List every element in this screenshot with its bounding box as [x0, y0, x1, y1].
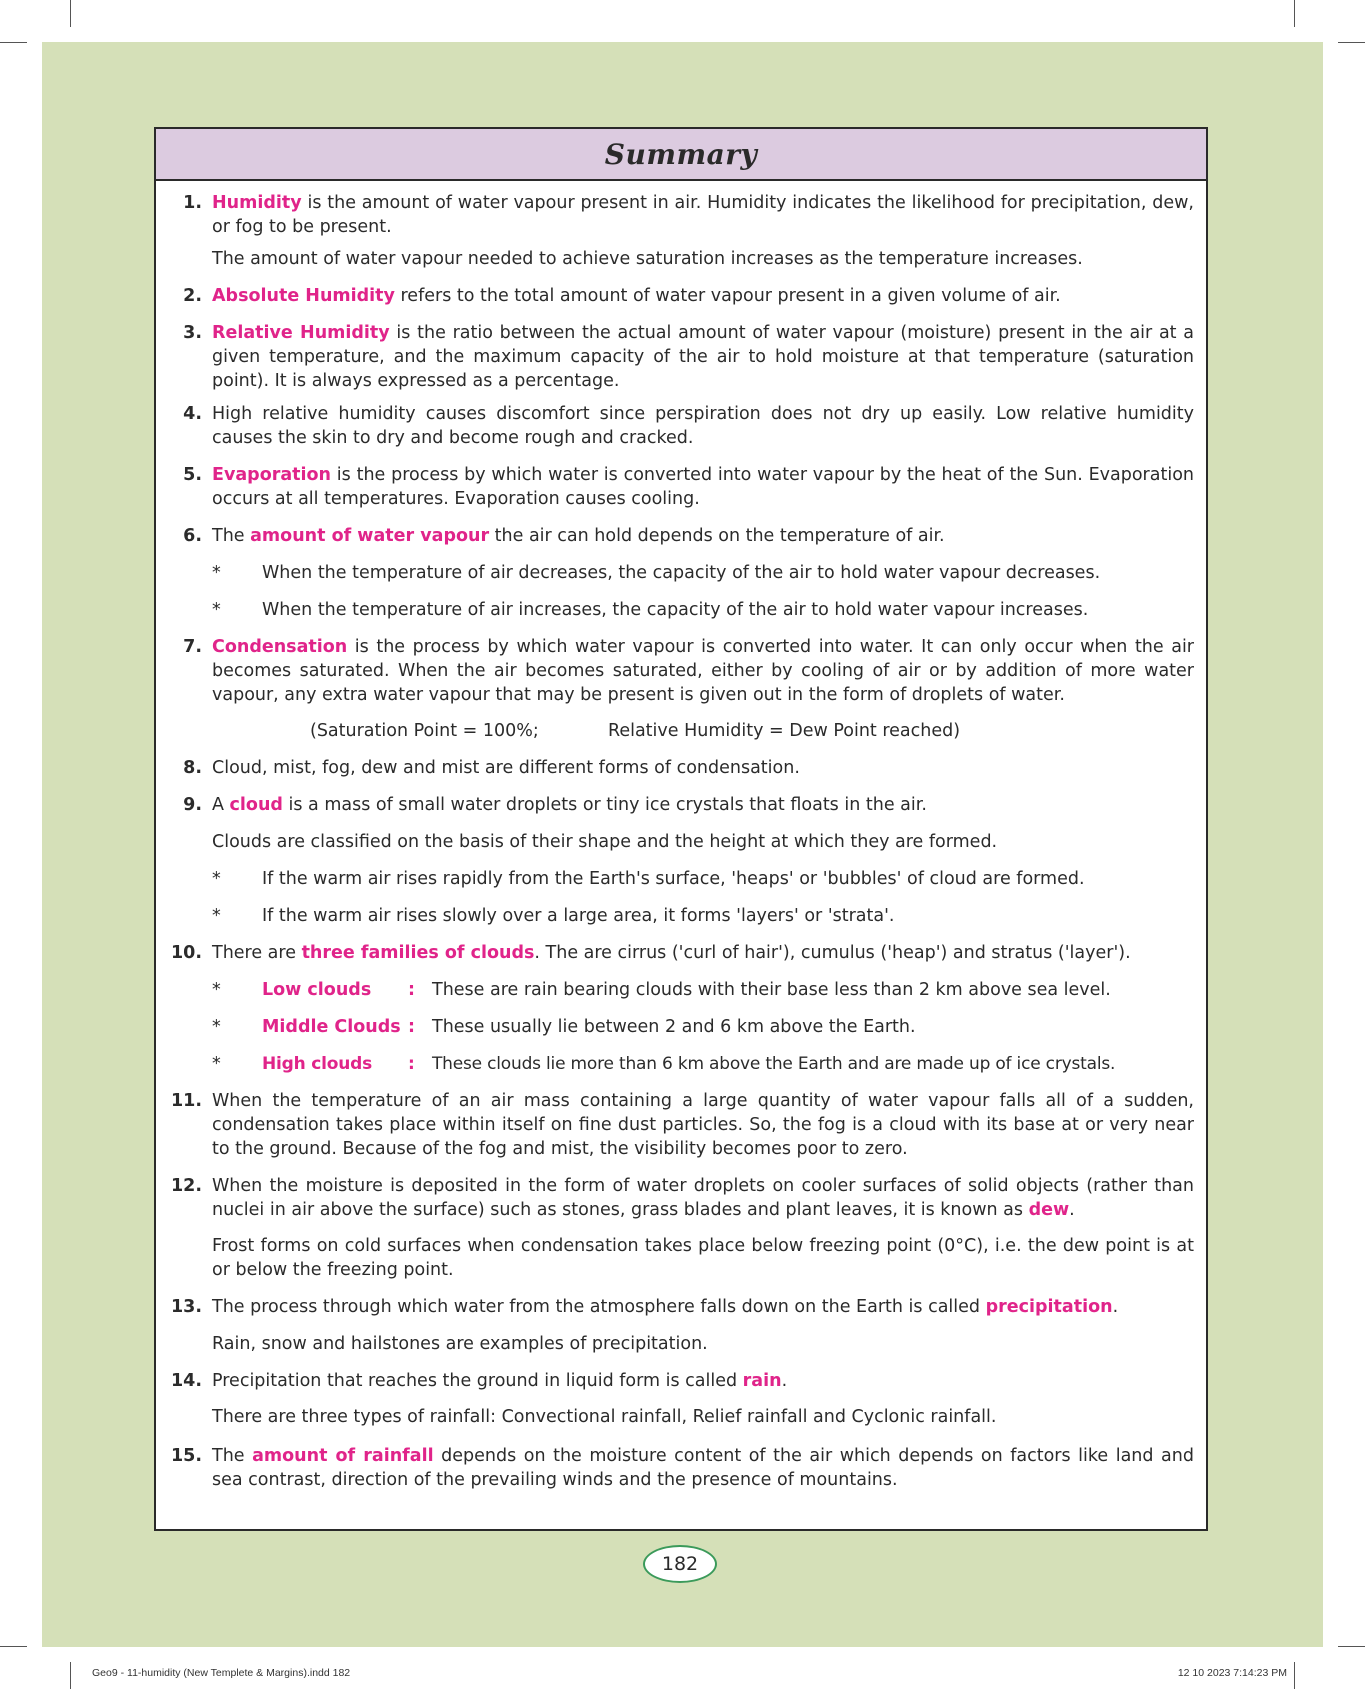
list-item	[170, 1089, 1194, 1161]
keyword: Humidity	[212, 193, 302, 213]
sub-paragraph	[212, 1405, 1194, 1429]
crop-mark	[0, 42, 27, 43]
item-number: 2.	[183, 286, 202, 306]
list-item	[183, 756, 1194, 780]
keyword: Condensation	[212, 637, 348, 657]
item-number: 1.	[183, 193, 202, 213]
item-text: is the ratio between the actual amount of water vapour (moisture) present in the air at a given temperature, and the maximum capacity of the air to hold moisture at that temperature (saturation point). It is always expressed as a percentage.	[212, 323, 1194, 391]
timestamp-slug: 12 10 2023 7:14:23 PM	[1177, 1667, 1287, 1679]
item-text: is the process by which water vapour is converted into water. It can only occur when the air becomes saturated. When the air becomes saturated, either by cooling of air or by addition of more water vapour, any extra water vapour that may be present is given out in the form of droplets of water.	[212, 637, 1194, 705]
list-item	[170, 1174, 1194, 1222]
item-text: .	[781, 1371, 788, 1391]
summary-header	[156, 129, 1206, 181]
bullet-text: If the warm air rises slowly over a large area, it forms 'layers' or 'strata'.	[262, 906, 895, 926]
formula-part: Relative Humidity = Dew Point reached)	[607, 721, 961, 741]
list-item	[170, 1369, 1194, 1393]
item-text: refers to the total amount of water vapour present in a given volume of air.	[394, 286, 1061, 306]
cloud-type-desc: These clouds lie more than 6 km above the Earth and are made up of ice crystals.	[432, 1054, 1116, 1074]
item-number: 10.	[170, 943, 202, 963]
item-text: When the moisture is deposited in the form of water droplets on cooler surfaces of solid objects (rather than nuclei in air above the surface) such as stones, grass blades and plant leaves, it is known as	[212, 1176, 1194, 1220]
item-text: . The are cirrus ('curl of hair'), cumulus ('heap') and stratus ('layer').	[534, 943, 1131, 963]
item-text: .	[1069, 1200, 1075, 1220]
list-item	[170, 941, 1194, 965]
sub-paragraph: Clouds are classified on the basis of their shape and the height at which they are formed.	[212, 832, 998, 852]
cloud-type-name: Middle Clouds	[262, 1017, 401, 1037]
keyword: amount of rainfall	[252, 1446, 434, 1466]
item-number: 11.	[170, 1091, 202, 1111]
sub-paragraph: Rain, snow and hailstones are examples of precipitation.	[212, 1334, 708, 1354]
formula-part: (Saturation Point = 100%;	[310, 721, 539, 741]
keyword: three families of clouds	[301, 943, 535, 963]
keyword: amount of water vapour	[250, 526, 490, 546]
keyword: Absolute Humidity	[212, 286, 395, 306]
keyword: rain	[742, 1371, 782, 1391]
item-number: 8.	[183, 758, 202, 778]
sub-text: Convectional rainfall, Relief rainfall and Cyclonic rainfall.	[501, 1407, 997, 1427]
item-text: Cloud, mist, fog, dew and mist are different forms of condensation.	[212, 758, 800, 778]
cloud-type-name: High clouds	[262, 1054, 373, 1074]
list-item	[170, 1295, 1194, 1319]
item-text: There are	[212, 943, 302, 963]
list-item	[183, 191, 1194, 239]
keyword: dew	[1028, 1200, 1070, 1220]
item-number: 4.	[183, 404, 202, 424]
page-number: 182	[643, 1545, 717, 1583]
list-item	[183, 635, 1194, 707]
keyword: precipitation	[985, 1297, 1113, 1317]
cloud-type-desc: These are rain bearing clouds with their base less than 2 km above sea level.	[432, 980, 1111, 1000]
list-item	[183, 284, 1194, 308]
list-item	[183, 402, 1194, 450]
bullet-star: *	[212, 869, 221, 889]
list-item	[183, 793, 1194, 817]
crop-mark	[1338, 1646, 1365, 1647]
item-text: A	[212, 795, 230, 815]
keyword: cloud	[229, 795, 283, 815]
item-text: The process through which water from the atmosphere falls down on the Earth is called	[212, 1297, 986, 1317]
item-number: 5.	[183, 465, 202, 485]
formula-line	[310, 719, 960, 743]
item-text: depends on the moisture content of the air which depends on factors like land and sea contrast, direction of the prevailing winds and the presence of mountains.	[212, 1446, 1194, 1490]
crop-mark	[70, 0, 71, 27]
bullet-text: When the temperature of air decreases, the capacity of the air to hold water vapour decreases.	[262, 563, 1101, 583]
colon: :	[408, 1017, 415, 1037]
bullet-star: *	[212, 906, 221, 926]
item-text: High relative humidity causes discomfort since perspiration does not dry up easily. Low relative humidity causes the skin to dry and become rough and cracked.	[212, 404, 1194, 448]
file-slug: Geo9 - 11-humidity (New Templete & Margins).indd 182	[92, 1667, 351, 1679]
item-text: is the amount of water vapour present in air. Humidity indicates the likelihood for precipitation, dew, or fog to be present.	[212, 193, 1194, 237]
bullet-star: *	[212, 1054, 221, 1074]
item-text: When the temperature of an air mass containing a large quantity of water vapour falls all of a sudden, condensation takes place within itself on fine dust particles. So, the fog is a cloud with its base at or very near to the ground. Because of the fog and mist, the visibility becomes poor to zero.	[212, 1091, 1194, 1159]
summary-title: Summary	[604, 137, 758, 171]
summary-box	[154, 127, 1208, 1531]
bullet-text: If the warm air rises rapidly from the Earth's surface, 'heaps' or 'bubbles' of cloud are formed.	[262, 869, 1085, 889]
keyword: Evaporation	[212, 465, 332, 485]
list-item	[170, 1444, 1194, 1492]
crop-mark	[0, 1646, 27, 1647]
bullet-star: *	[212, 980, 221, 1000]
item-number: 3.	[183, 323, 202, 343]
cloud-type-desc: These usually lie between 2 and 6 km above the Earth.	[432, 1017, 916, 1037]
cloud-type-name: Low clouds	[262, 980, 372, 1000]
crop-mark	[70, 1662, 71, 1689]
item-text: Precipitation that reaches the ground in liquid form is called	[212, 1371, 743, 1391]
summary-content	[156, 181, 1206, 1529]
item-number: 7.	[183, 637, 202, 657]
colon: :	[408, 980, 415, 1000]
keyword: Relative Humidity	[212, 323, 390, 343]
sub-paragraph: Frost forms on cold surfaces when condensation takes place below freezing point (0°C), i.e. the dew point is at or below the freezing point.	[212, 1236, 1194, 1280]
item-number: 6.	[183, 526, 202, 546]
bullet-star: *	[212, 563, 221, 583]
item-text: is a mass of small water droplets or tiny ice crystals that floats in the air.	[282, 795, 927, 815]
bullet-star: *	[212, 1017, 221, 1037]
list-item	[183, 321, 1194, 393]
item-number: 12.	[170, 1176, 202, 1196]
crop-mark	[1294, 0, 1295, 27]
item-text: is the process by which water is converted into water vapour by the heat of the Sun. Evaporation occurs at all temperatures. Evaporation causes cooling.	[212, 465, 1194, 509]
sub-paragraph: The amount of water vapour needed to achieve saturation increases as the temperature increases.	[212, 249, 1083, 269]
crop-mark	[1338, 42, 1365, 43]
item-text: the air can hold depends on the temperature of air.	[489, 526, 945, 546]
bullet-text: When the temperature of air increases, the capacity of the air to hold water vapour increases.	[262, 600, 1089, 620]
list-item	[183, 524, 1194, 548]
item-text: The	[212, 526, 251, 546]
item-number: 13.	[170, 1297, 202, 1317]
crop-mark	[1294, 1662, 1295, 1689]
bullet-star: *	[212, 600, 221, 620]
item-number: 14.	[170, 1371, 202, 1391]
item-number: 15.	[170, 1446, 202, 1466]
colon: :	[408, 1054, 415, 1074]
item-text: .	[1112, 1297, 1119, 1317]
item-text: The	[212, 1446, 253, 1466]
list-item	[183, 463, 1194, 511]
item-number: 9.	[183, 795, 202, 815]
sub-text: There are three types of rainfall:	[212, 1407, 496, 1427]
